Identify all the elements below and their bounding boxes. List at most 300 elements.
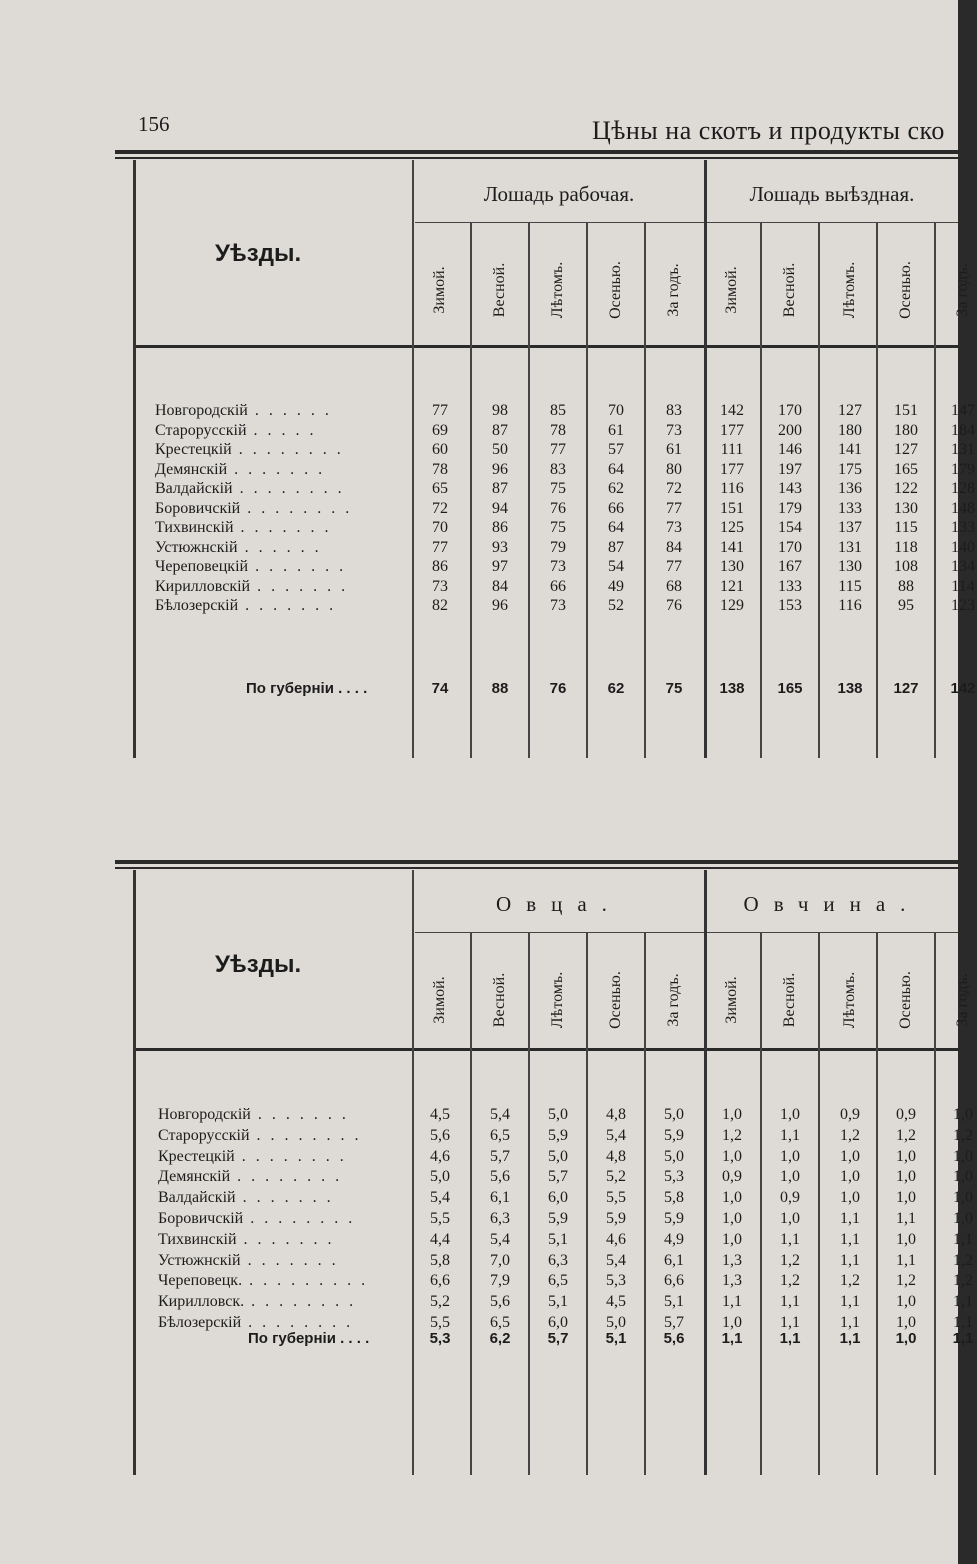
table-cell: 1,1 <box>896 1210 916 1227</box>
province-total-cell: 76 <box>549 680 567 697</box>
table-cell: 146 <box>778 441 802 458</box>
column-header: Зимой. <box>431 976 448 1024</box>
table-cell: 1,0 <box>780 1106 800 1123</box>
table-cell: 57 <box>608 441 624 458</box>
leader-dots: . . . . . . . . <box>230 1168 343 1186</box>
table-cell: 151 <box>894 402 918 419</box>
leader-dots: . . . . . . . <box>248 558 347 575</box>
table-cell: 4,9 <box>664 1230 684 1248</box>
province-total-cell: 138 <box>837 680 863 697</box>
column-rule <box>412 870 414 1475</box>
province-total-cell: 1,1 <box>839 1330 861 1347</box>
uezd-name: Устюжнскій <box>155 538 238 556</box>
leader-dots: . . . . . . . <box>240 1251 339 1269</box>
uezd-name: Устюжнскій <box>158 1251 241 1269</box>
table-cell: 5,1 <box>548 1230 568 1248</box>
column-rule <box>818 222 820 758</box>
table-cell: 1,2 <box>896 1272 916 1290</box>
table-cell: 77 <box>666 558 682 575</box>
table-top-rule <box>115 860 958 869</box>
uezd-row-label <box>155 500 352 518</box>
uezd-row-label <box>155 558 346 576</box>
table-cell: 0,9 <box>780 1189 800 1207</box>
table-cell: 86 <box>492 519 508 536</box>
table-cell: 116 <box>720 480 744 497</box>
uezd-name: Тихвинскій <box>155 519 234 536</box>
column-rule <box>528 222 530 758</box>
column-header: Осенью. <box>607 261 624 319</box>
column-rule <box>934 222 936 758</box>
table-cell: 5,3 <box>606 1272 626 1290</box>
table-cell: 116 <box>838 597 862 614</box>
table-cell: 0,9 <box>896 1106 916 1123</box>
table-cell: 1,3 <box>722 1251 742 1269</box>
uezd-name: Крестецкій <box>158 1147 235 1165</box>
column-rule <box>760 932 762 1475</box>
column-rule <box>586 222 588 758</box>
table-cell: 78 <box>432 460 448 478</box>
table-cell: 98 <box>492 402 508 419</box>
uezd-name: Бѣлозерскій <box>155 597 239 614</box>
table-cell: 5,0 <box>606 1314 626 1331</box>
leader-dots: . . . . . . . . . <box>242 1272 369 1290</box>
table-cell: 5,1 <box>548 1293 568 1311</box>
table-cell: 130 <box>720 558 744 575</box>
table-cell: 1,1 <box>780 1230 800 1248</box>
table-cell: 79 <box>550 538 566 556</box>
uezd-name: Новгородскій <box>158 1106 251 1123</box>
column-rule <box>644 222 646 758</box>
column-rule <box>470 222 472 758</box>
table-cell: 151 <box>720 499 744 517</box>
table-cell: 77 <box>550 441 566 458</box>
table-cell: 179 <box>778 499 802 517</box>
uezd-name: Череповецкій <box>155 558 249 575</box>
province-total-cell: 1,1 <box>952 1330 974 1347</box>
table-cell: 141 <box>838 441 862 458</box>
table-cell: 93 <box>492 538 508 556</box>
table-cell: 130 <box>894 499 918 517</box>
table-cell: 1,0 <box>840 1189 860 1207</box>
uezd-column-header: Уѣзды. <box>215 951 302 978</box>
province-total-cell: 1,1 <box>779 1330 801 1347</box>
table-cell: 86 <box>432 558 448 575</box>
table-cell: 73 <box>550 558 566 575</box>
table-cell: 118 <box>894 538 918 556</box>
table-cell: 84 <box>492 577 508 595</box>
leader-dots: . . . . . . . <box>250 577 349 595</box>
column-header: Осенью. <box>607 971 624 1029</box>
table-cell: 114 <box>951 577 975 595</box>
table-cell: 128 <box>951 480 975 497</box>
uezd-row-label <box>155 578 348 596</box>
table-cell: 50 <box>492 441 508 458</box>
table-cell: 72 <box>666 480 682 497</box>
uezd-row-label <box>155 539 322 557</box>
table-cell: 141 <box>720 538 744 556</box>
page-number: 156 <box>138 112 170 136</box>
table-cell: 6,5 <box>548 1272 568 1290</box>
leader-dots: . . . . . . . <box>233 519 332 536</box>
table-cell: 70 <box>432 519 448 536</box>
table-cell: 148 <box>951 499 975 517</box>
table-cell: 131 <box>951 441 975 458</box>
province-total-cell: 165 <box>777 680 803 697</box>
uezd-name: Тихвинскій <box>158 1230 237 1248</box>
uezd-row-label <box>155 441 344 459</box>
column-header: Зимой. <box>723 976 740 1024</box>
table-cell: 64 <box>608 460 624 478</box>
table-cell: 153 <box>778 597 802 614</box>
table-cell: 115 <box>894 519 918 536</box>
table-cell: 1,1 <box>953 1314 973 1331</box>
table-cell: 5,4 <box>490 1230 510 1248</box>
table-cell: 4,5 <box>606 1293 626 1311</box>
table-cell: 6,6 <box>664 1272 684 1290</box>
uezd-row-label <box>158 1252 339 1270</box>
uezd-name: Валдайскій <box>155 480 233 497</box>
table-cell: 1,2 <box>780 1272 800 1290</box>
column-rule <box>528 932 530 1475</box>
table-cell: 5,0 <box>548 1106 568 1123</box>
table-cell: 1,0 <box>722 1147 742 1165</box>
table-cell: 129 <box>720 597 744 614</box>
table-cell: 5,4 <box>606 1251 626 1269</box>
table-cell: 154 <box>778 519 802 536</box>
column-rule <box>412 160 414 758</box>
column-rule <box>470 932 472 1475</box>
province-total-label: По губерніи . . . . <box>248 1330 370 1347</box>
table-cell: 111 <box>720 441 744 458</box>
table-cell: 1,0 <box>840 1147 860 1165</box>
table-cell: 136 <box>838 480 862 497</box>
table-cell: 127 <box>838 402 862 419</box>
table-cell: 4,6 <box>430 1147 450 1165</box>
group-header: Овца. <box>496 892 622 916</box>
table-cell: 5,0 <box>664 1106 684 1123</box>
table-cell: 5,7 <box>490 1147 510 1165</box>
table-cell: 1,2 <box>722 1126 742 1144</box>
province-total-label: По губерніи . . . . <box>246 680 368 697</box>
table-cell: 66 <box>550 577 566 595</box>
uezd-name: Демянскій <box>158 1168 231 1186</box>
table-cell: 133 <box>951 519 975 536</box>
uezd-row-label <box>158 1168 342 1186</box>
province-total-cell: 127 <box>893 680 919 697</box>
table-cell: 69 <box>432 421 448 439</box>
leader-dots: . . . . . . . <box>250 1106 349 1123</box>
column-header: Весной. <box>781 262 798 318</box>
table-cell: 5,3 <box>664 1168 684 1186</box>
column-rule <box>818 932 820 1475</box>
table-cell: 1,0 <box>780 1168 800 1186</box>
table-cell: 5,6 <box>490 1168 510 1186</box>
table-cell: 1,1 <box>840 1230 860 1248</box>
table-cell: 62 <box>608 480 624 497</box>
table-cell: 123 <box>951 597 975 614</box>
table-cell: 73 <box>432 577 448 595</box>
table-cell: 96 <box>492 460 508 478</box>
province-total-cell: 5,6 <box>663 1330 685 1347</box>
table-cell: 5,5 <box>430 1210 450 1227</box>
column-rule <box>934 932 936 1475</box>
table-cell: 95 <box>898 597 914 614</box>
uezd-row-label <box>158 1189 334 1207</box>
table-cell: 170 <box>778 402 802 419</box>
table-cell: 49 <box>608 577 624 595</box>
table-cell: 5,0 <box>430 1168 450 1186</box>
column-header: Весной. <box>491 972 508 1028</box>
table-cell: 1,1 <box>722 1293 742 1311</box>
table-cell: 83 <box>550 460 566 478</box>
table-cell: 1,0 <box>780 1147 800 1165</box>
table-cell: 73 <box>666 519 682 536</box>
leader-dots: . . . . . . . <box>227 460 326 478</box>
table-cell: 73 <box>666 421 682 439</box>
table-cell: 77 <box>432 402 448 419</box>
table-cell: 1,0 <box>722 1230 742 1248</box>
province-total-cell: 1,1 <box>721 1330 743 1347</box>
uezd-name: Крестецкій <box>155 441 232 458</box>
column-rule <box>704 160 707 758</box>
table-cell: 5,4 <box>606 1126 626 1144</box>
table-cell: 1,2 <box>896 1126 916 1144</box>
uezd-name: Боровичскій <box>155 499 241 517</box>
province-total-cell: 1,0 <box>895 1330 917 1347</box>
table-cell: 82 <box>432 597 448 614</box>
uezd-name: Череповецк. <box>158 1272 243 1290</box>
table-cell: 1,0 <box>896 1147 916 1165</box>
leader-dots: . . . . . . <box>247 402 332 419</box>
column-header: Весной. <box>491 262 508 318</box>
table-cell: 142 <box>720 402 744 419</box>
column-header: Весной. <box>781 972 798 1028</box>
table-cell: 5,2 <box>606 1168 626 1186</box>
leader-dots: . . . . . . . . <box>232 480 345 497</box>
table-cell: 1,0 <box>840 1168 860 1186</box>
column-header: Зимой. <box>723 266 740 314</box>
table-cell: 6,6 <box>430 1272 450 1290</box>
column-header: За годъ. <box>665 263 682 317</box>
table-cell: 78 <box>550 421 566 439</box>
table-cell: 5,8 <box>664 1189 684 1207</box>
table-cell: 6,5 <box>490 1314 510 1331</box>
table-cell: 5,9 <box>664 1210 684 1227</box>
column-rule <box>876 222 878 758</box>
table-cell: 96 <box>492 597 508 614</box>
table-cell: 131 <box>838 538 862 556</box>
header-body-rule <box>135 1048 958 1051</box>
table-cell: 1,0 <box>722 1189 742 1207</box>
table-cell: 64 <box>608 519 624 536</box>
table-cell: 1,2 <box>953 1126 973 1144</box>
table-cell: 1,2 <box>953 1272 973 1290</box>
table-cell: 5,5 <box>430 1314 450 1331</box>
table-cell: 5,7 <box>548 1168 568 1186</box>
table-cell: 1,0 <box>953 1147 973 1165</box>
uezd-row-label <box>158 1272 368 1290</box>
uezd-name: Валдайскій <box>158 1189 236 1207</box>
table-cell: 147 <box>951 402 975 419</box>
uezd-row-label <box>158 1210 355 1228</box>
table-cell: 76 <box>550 499 566 517</box>
table-cell: 1,1 <box>896 1251 916 1269</box>
table-cell: 1,2 <box>840 1272 860 1290</box>
province-total-cell: 5,1 <box>605 1330 627 1347</box>
column-header: Лѣтомъ. <box>549 971 566 1029</box>
uezd-row-label <box>155 519 332 537</box>
table-cell: 87 <box>492 421 508 439</box>
table-cell: 6,5 <box>490 1126 510 1144</box>
table-cell: 80 <box>666 460 682 478</box>
table-cell: 130 <box>838 558 862 575</box>
table-cell: 94 <box>492 499 508 517</box>
table-cell: 1,1 <box>840 1293 860 1311</box>
column-rule <box>644 932 646 1475</box>
table-cell: 7,0 <box>490 1251 510 1269</box>
table-cell: 5,9 <box>664 1126 684 1144</box>
column-header: Лѣтомъ. <box>841 261 858 319</box>
leader-dots: . . . . . . . . <box>234 1147 347 1165</box>
group-header: Лошадь выѣздная. <box>749 182 915 206</box>
uezd-name: Боровичскій <box>158 1210 244 1227</box>
table-cell: 122 <box>894 480 918 497</box>
table-cell: 54 <box>608 558 624 575</box>
leader-dots: . . . . . . . . <box>231 441 344 458</box>
uezd-row-label <box>158 1148 347 1166</box>
table-cell: 1,1 <box>780 1293 800 1311</box>
column-header: Зимой. <box>431 266 448 314</box>
table-cell: 68 <box>666 577 682 595</box>
uezd-row-label <box>155 461 325 479</box>
uezd-row-label <box>158 1106 349 1124</box>
table-cell: 87 <box>608 538 624 556</box>
leader-dots: . . . . . . . . <box>249 1126 362 1144</box>
table-cell: 66 <box>608 499 624 517</box>
province-total-cell: 138 <box>719 680 745 697</box>
uezd-row-label <box>158 1231 335 1249</box>
table-cell: 75 <box>550 480 566 497</box>
province-total-cell: 142 <box>950 680 976 697</box>
table-cell: 1,2 <box>780 1251 800 1269</box>
table-cell: 165 <box>894 460 918 478</box>
uezd-name: Старорусскій <box>155 421 247 439</box>
table-cell: 76 <box>666 597 682 614</box>
leader-dots: . . . . . . . <box>235 1189 334 1207</box>
table-cell: 6,3 <box>548 1251 568 1269</box>
table-cell: 65 <box>432 480 448 497</box>
table-cell: 4,6 <box>606 1230 626 1248</box>
table-cell: 180 <box>894 421 918 439</box>
table-cell: 6,1 <box>490 1189 510 1207</box>
province-total-cell: 62 <box>607 680 625 697</box>
table-cell: 83 <box>666 402 682 419</box>
table-cell: 5,8 <box>430 1251 450 1269</box>
table-cell: 5,5 <box>606 1189 626 1207</box>
table-cell: 197 <box>778 460 802 478</box>
uezd-row-label <box>155 422 317 440</box>
table-cell: 170 <box>778 538 802 556</box>
table-cell: 1,0 <box>953 1106 973 1123</box>
table-cell: 1,1 <box>780 1314 800 1331</box>
table-cell: 1,1 <box>840 1251 860 1269</box>
column-rule <box>760 222 762 758</box>
table-cell: 87 <box>492 480 508 497</box>
table-cell: 1,0 <box>953 1168 973 1186</box>
table-cell: 4,8 <box>606 1147 626 1165</box>
table-cell: 121 <box>720 577 744 595</box>
group-header: Лошадь рабочая. <box>483 182 635 206</box>
table-cell: 4,4 <box>430 1230 450 1248</box>
leader-dots: . . . . . . . <box>238 597 337 614</box>
table-cell: 125 <box>720 519 744 536</box>
uezd-row-label <box>158 1293 356 1311</box>
table-cell: 5,2 <box>430 1293 450 1311</box>
header-body-rule <box>135 345 958 348</box>
leader-dots: . . . . . . . <box>236 1230 335 1248</box>
table-top-rule <box>115 150 958 159</box>
table-cell: 5,6 <box>490 1293 510 1311</box>
table-cell: 5,6 <box>430 1126 450 1144</box>
table-cell: 200 <box>778 421 802 439</box>
leader-dots: . . . . . . . . <box>240 499 353 517</box>
table-cell: 1,2 <box>840 1126 860 1144</box>
table-cell: 1,0 <box>896 1168 916 1186</box>
province-total-cell: 75 <box>665 680 683 697</box>
table-cell: 1,3 <box>722 1272 742 1290</box>
table-cell: 115 <box>838 577 862 595</box>
table-cell: 167 <box>778 558 802 575</box>
table-left-border <box>133 870 136 1475</box>
table-cell: 1,0 <box>896 1189 916 1207</box>
province-total-cell: 5,3 <box>429 1330 451 1347</box>
table-cell: 143 <box>778 480 802 497</box>
province-total-cell: 6,2 <box>489 1330 511 1347</box>
leader-dots: . . . . . <box>246 421 317 439</box>
table-cell: 5,4 <box>490 1106 510 1123</box>
table-cell: 1,0 <box>896 1314 916 1331</box>
uezd-name: Кирилловск. <box>158 1293 245 1311</box>
table-cell: 75 <box>550 519 566 536</box>
table-cell: 175 <box>838 460 862 478</box>
column-header: За годъ. <box>665 973 682 1027</box>
table-cell: 61 <box>608 421 624 439</box>
table-cell: 137 <box>838 519 862 536</box>
running-title: Цѣны на скотъ и продукты ско <box>592 116 945 145</box>
column-header: Осенью. <box>897 261 914 319</box>
column-rule <box>586 932 588 1475</box>
province-total-cell: 88 <box>491 680 509 697</box>
uezd-name: Демянскій <box>155 460 228 478</box>
table-cell: 1,1 <box>953 1293 973 1311</box>
table-cell: 1,1 <box>840 1210 860 1227</box>
table-cell: 1,0 <box>722 1210 742 1227</box>
table-cell: 179 <box>951 460 975 478</box>
table-cell: 84 <box>666 538 682 556</box>
column-header: Лѣтомъ. <box>549 261 566 319</box>
table-cell: 4,5 <box>430 1106 450 1123</box>
column-header: Лѣтомъ. <box>841 971 858 1029</box>
table-cell: 77 <box>432 538 448 556</box>
table-cell: 5,0 <box>548 1147 568 1165</box>
table-cell: 73 <box>550 597 566 614</box>
table-cell: 5,9 <box>606 1210 626 1227</box>
table-cell: 5,9 <box>548 1126 568 1144</box>
table-cell: 1,0 <box>896 1293 916 1311</box>
province-total-cell: 74 <box>431 680 449 697</box>
table-cell: 70 <box>608 402 624 419</box>
column-header: Осенью. <box>897 971 914 1029</box>
